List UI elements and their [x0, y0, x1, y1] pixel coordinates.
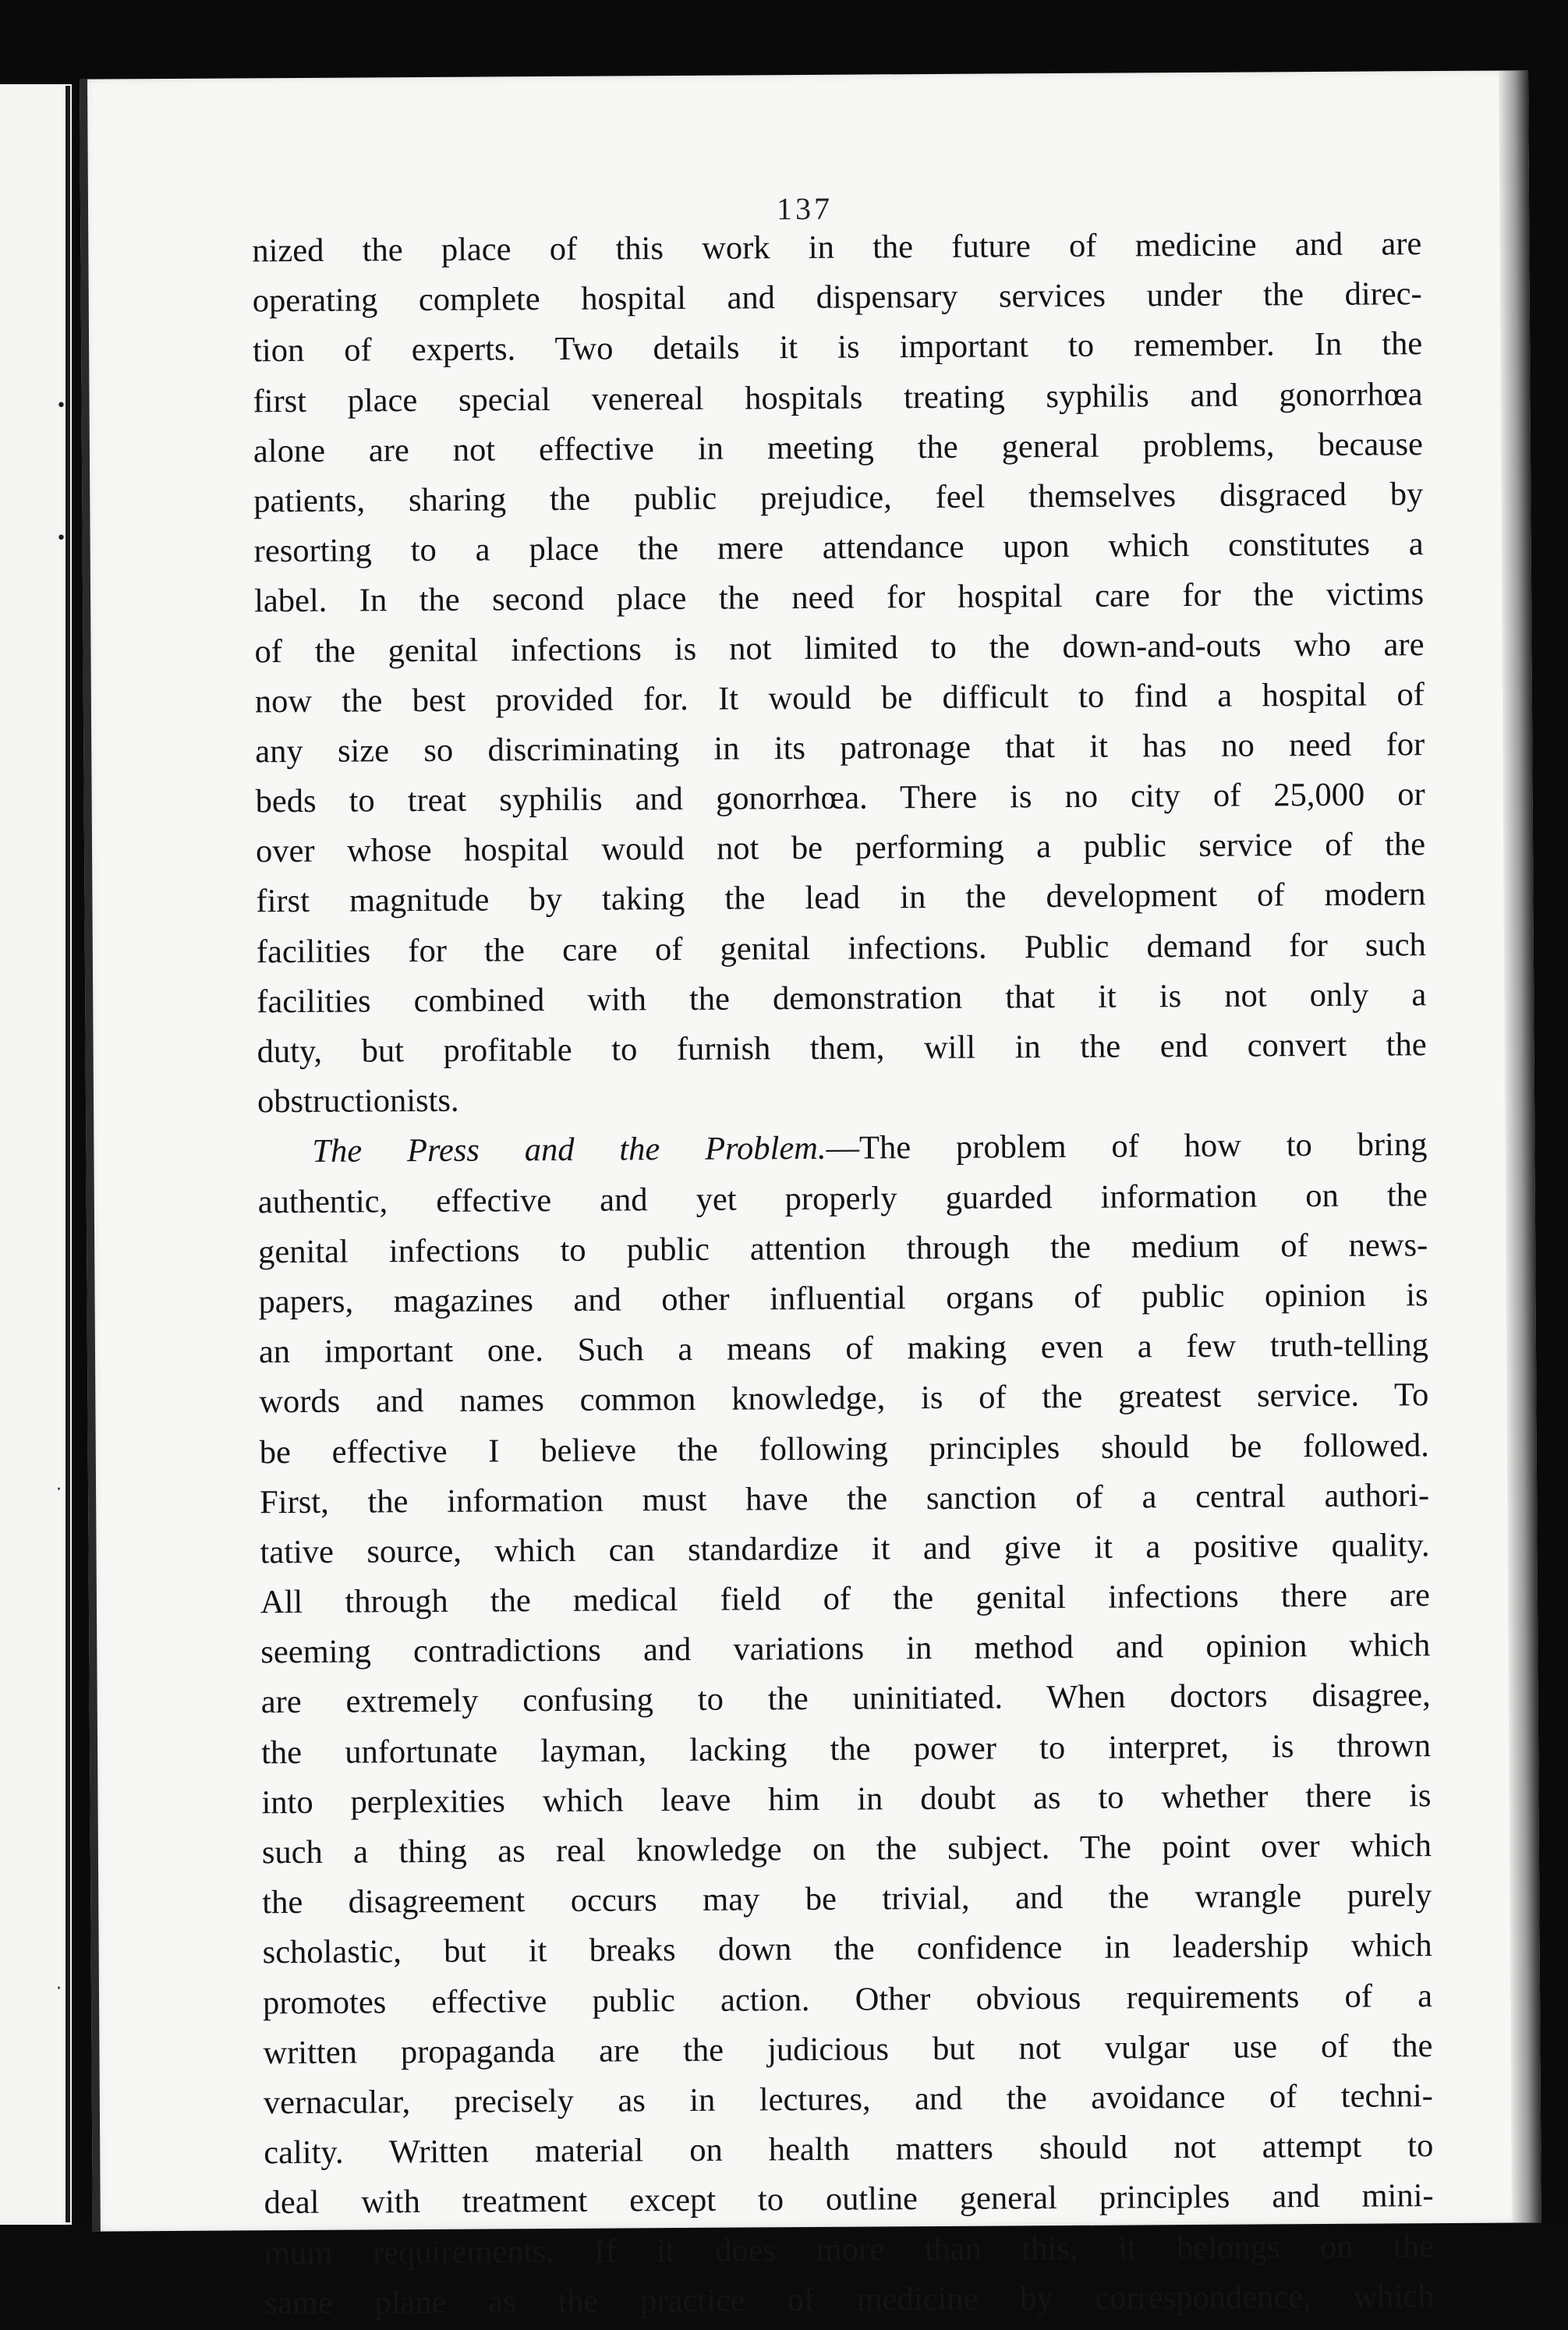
text-line: label. In the second place the need for hospital care for the victims	[253, 575, 1425, 620]
text-line: All through the medical field of the genital infections there are	[260, 1577, 1431, 1621]
text-line: words and names common knowledge, is of the greatest service. To	[259, 1376, 1429, 1421]
text-line: same plane as the practice of medicine by correspondence, which	[264, 2277, 1435, 2321]
text-line: written propaganda are the judicious but not vulgar use of the	[263, 2027, 1433, 2072]
text-line: now the best provided for. It would be difficult to find a hospital of	[254, 675, 1425, 721]
text-run: —The problem of how to bring	[826, 1126, 1428, 1167]
text-line: facilities for the care of genital infections. Public demand for such	[256, 926, 1426, 970]
margin-mark: ·	[56, 1480, 62, 1500]
text-line: duty, but profitable to furnish them, will in the end convert the	[257, 1026, 1427, 1071]
text-line: tion of experts. Two details it is important to remember. In the	[253, 325, 1423, 370]
text-line: cality. Written material on health matters should not attempt to	[264, 2127, 1434, 2172]
text-line: operating complete hospital and dispensary services under the direc-	[252, 275, 1422, 320]
text-line: mum requirements. If it does more than this, it belongs on the	[264, 2227, 1435, 2272]
text-line: any size so discriminating in its patronage that it has no need for	[255, 726, 1425, 770]
text-line: patients, sharing the public prejudice, feel themselves disgraced by	[253, 476, 1424, 520]
section-opening-line	[257, 1121, 1427, 1177]
margin-mark: ·	[56, 1979, 62, 1999]
text-line: first place special venereal hospitals treating syphilis and gonorrhœa	[253, 375, 1423, 420]
page-number: 137	[776, 190, 834, 227]
text-line: an important one. Such a means of making even a few truth-telling	[258, 1326, 1429, 1371]
text-line: seeming contradictions and variations in method and opinion which	[260, 1627, 1431, 1671]
text-line: scholastic, but it breaks down the confidence in leadership which	[262, 1927, 1432, 1971]
margin-mark: •	[56, 396, 66, 416]
page-right-edge	[1499, 70, 1541, 2222]
text-line: such a thing as real knowledge on the subject. The point over which	[261, 1827, 1432, 1871]
text-line: vernacular, precisely as in lectures, and the avoidance of techni-	[263, 2077, 1433, 2122]
body-text	[252, 219, 1434, 2328]
section-heading: The Press and the Problem.	[312, 1130, 826, 1170]
text-line: first magnitude by taking the lead in the development of modern	[256, 876, 1426, 920]
book-page	[80, 70, 1541, 2321]
text-line: are extremely confusing to the uninitiated. When doctors disagree,	[260, 1677, 1431, 1721]
text-line: the unfortunate layman, lacking the power to interpret, is thrown	[260, 1726, 1432, 1771]
text-line: tative source, which can standardize it and give it a positive quality.	[260, 1527, 1430, 1571]
text-line: over whose hospital would not be performing a public service of the	[255, 826, 1426, 870]
text-line: beds to treat syphilis and gonorrhœa. There is no city of 25,000 or	[255, 776, 1425, 820]
text-line: of the genital infections is not limited to the down-and-outs who are	[254, 625, 1425, 670]
text-line: be effective I believe the following principles should be followed.	[259, 1426, 1429, 1471]
text-line: promotes effective public action. Other obvious requirements of a	[262, 1977, 1433, 2021]
text-line: resorting to a place the mere attendance upon which constitutes a	[253, 526, 1424, 570]
text-line: authentic, effective and yet properly guarded information on the	[257, 1176, 1428, 1220]
text-line: nized the place of this work in the future of medicine and are	[252, 225, 1422, 270]
text-line: deal with treatment except to outline general principles and mini-	[264, 2177, 1434, 2222]
text-line: into perplexities which leave him in doubt as to whether there is	[261, 1776, 1432, 1822]
text-line: the disagreement occurs may be trivial, and the wrangle purely	[262, 1877, 1432, 1921]
text-line: First, the information must have the sanction of a central authori-	[260, 1476, 1430, 1521]
text-line: alone are not effective in meeting the general problems, because	[253, 425, 1424, 470]
text-line: genital infections to public attention through the medium of news-	[258, 1226, 1428, 1271]
margin-mark: •	[56, 529, 66, 548]
page-left-border	[80, 80, 101, 2232]
text-line: papers, magazines and other influential organs of public opinion is	[258, 1277, 1428, 1321]
text-line: obstructionists.	[257, 1082, 459, 1121]
text-line: facilities combined with the demonstration that it is not only a	[257, 976, 1427, 1021]
